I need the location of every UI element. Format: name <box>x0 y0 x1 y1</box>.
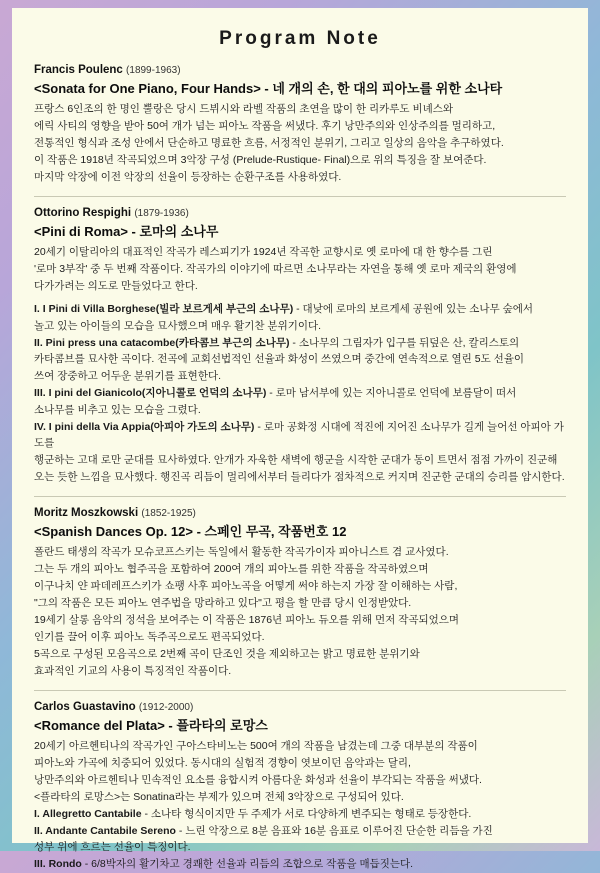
program-section-2 <box>34 507 566 680</box>
paragraph-line: 효과적인 기교의 사용이 특징적인 작품이다. <box>34 664 232 677</box>
movement-label: III. Rondo <box>34 858 82 871</box>
movement-text: 카타콤브를 묘사한 곡이다. 전곡에 교회선법적인 선율과 화성이 쓰였으며 중간에 연속적으로 열린 5도 선율이 <box>34 353 525 366</box>
movement-line <box>34 352 566 368</box>
paragraph-line: 그는 두 개의 피아노 협주곡을 포함하여 200여 개의 피아노를 위한 작품을 작곡하였으며 <box>34 563 429 576</box>
movement-text: 쓰여 장중하고 어두운 분위기를 표현한다. <box>34 370 222 383</box>
composer-name <box>34 207 566 219</box>
paragraph-line: <플라타의 로망스>는 Sonatina라는 부제가 있으며 전체 3악장으로 구성되어 있다. <box>34 790 404 803</box>
movement-line <box>34 369 566 385</box>
program-section-0 <box>34 64 566 186</box>
section-divider <box>34 196 566 197</box>
paragraph-line: 마지막 악장에 이전 악장의 선율이 등장하는 순환구조를 사용하였다. <box>34 170 342 183</box>
movement-line <box>34 403 566 419</box>
movement-line <box>34 336 566 352</box>
paragraph-line: 폴란드 태생의 작곡가 모슈코프스키는 독일에서 활동한 작곡가이자 피아니스트 겸 교사였다. <box>34 546 449 559</box>
paragraph-line: 이 작품은 1918년 작곡되었으며 3악장 구성 (Prelude-Rustique- Final)으로 위의 특징을 잘 보여준다. <box>34 153 487 166</box>
composer-name-text: Moritz Moszkowski <box>34 507 139 520</box>
paragraph-line: 인기를 끌어 이후 피아노 독주곡으로도 편곡되었다. <box>34 630 265 643</box>
composer-name-text: Carlos Guastavino <box>34 700 136 713</box>
composer-name-text: Ottorino Respighi <box>34 206 132 219</box>
program-note-page <box>12 8 588 871</box>
work-title: <Sonata for One Piano, Four Hands> - 네 개의 손, 한 대의 피아노를 위한 소나타 <box>34 81 503 96</box>
paragraph-line: 20세기 이탈리아의 대표적인 작곡가 레스피기가 1924년 작곡한 교향시로 옛 로마에 대 한 향수를 그린 <box>34 245 493 258</box>
movement-line <box>34 453 566 469</box>
movement-text: 행군하는 고대 로만 군대를 묘사하였다. 안개가 자욱한 새벽에 행군을 시작한 군대가 동이 트면서 점점 가까이 진군해 <box>34 454 558 467</box>
movement-line <box>34 857 566 873</box>
movement-line <box>34 420 566 452</box>
composer-name <box>34 507 566 519</box>
movement-line <box>34 470 566 486</box>
composer-name-text: Francis Poulenc <box>34 64 123 76</box>
movement-line <box>34 319 566 335</box>
paragraph-line: 에릭 사티의 영향을 받아 50여 개가 넘는 피아노 작품을 써냈다. 후기 낭만주의와 인상주의를 멀리하고, <box>34 119 496 132</box>
movement-label: II. Pini press una catacombe(카타콤브 부근의 소나무) <box>34 336 290 349</box>
movement-text: - 느린 악장으로 8분 음표와 16분 음표로 이루어진 단순한 리듬을 가진 <box>175 824 493 837</box>
movement-text: - 소나타 형식이지만 두 주제가 서로 다양하게 변주되는 형태로 등장한다. <box>141 807 472 820</box>
movement-label: III. I pini del Gianicolo(지아니콜로 언덕의 소나무) <box>34 387 267 400</box>
section-divider <box>34 690 566 691</box>
movement-line <box>34 807 566 823</box>
paragraph-line: 5곡으로 구성된 모음곡으로 2번째 곡이 단조인 것을 제외하고는 밝고 명료한 분위기와 <box>34 647 420 660</box>
movement-label: IV. I pini della Via Appia(아피아 가도의 소나무) <box>34 421 255 434</box>
section-divider <box>34 496 566 497</box>
movement-text: - 로마 남서부에 있는 지아니콜로 언덕에 보름달이 떠서 <box>266 387 517 400</box>
movement-text: 놀고 있는 아이들의 모습을 묘사했으며 매우 활기찬 분위기이다. <box>34 319 322 332</box>
paragraph-line: 낭만주의와 아르헨티나 민속적인 요소를 융합시켜 아름다운 화성과 선율이 부각되는 작품을 써냈다. <box>34 773 482 786</box>
paragraph-line: 프랑스 6인조의 한 명인 뿔랑은 당시 드뷔시와 라벨 작품의 초연을 많이 한 리카루도 비녜스와 <box>34 103 454 115</box>
movement-line <box>34 386 566 402</box>
movement-text: 성부 위에 흐르는 선율이 특징이다. <box>34 841 191 854</box>
movement-text: - 로마 공화정 시대에 적진에 지어진 소나무가 길게 늘어선 아피아 가도를 <box>34 421 564 450</box>
paragraph-line: 다가가려는 의도로 만들었다고 한다. <box>34 279 198 292</box>
work-title: <Spanish Dances Op. 12> - 스페인 무곡, 작품번호 12 <box>34 524 347 540</box>
movement-text: - 6/8박자의 활기차고 경쾌한 선율과 리듬의 조합으로 작품을 매듭짓는다. <box>81 858 414 871</box>
movement-text: - 소나무의 그림자가 입구를 뒤덮은 산, 칼리스토의 <box>289 336 520 349</box>
composer-years: (1899-1963) <box>126 65 181 76</box>
paragraph-line: '로마 3부작' 중 두 번째 작품이다. 작곡가의 이야기에 따르면 소나무라는 자연을 통해 옛 로마 제국의 환영에 <box>34 262 517 275</box>
composer-years: (1912-2000) <box>138 701 194 713</box>
paragraph-line: 20세기 아르헨티나의 작곡가인 구아스타비노는 500여 개의 작품을 남겼는데 그중 대부분의 작품이 <box>34 739 478 752</box>
paragraph-line: 이구나치 얀 파데레프스키가 쇼팽 사후 피아노곡을 어떻게 써야 하는지 가장 잘 이해하는 사람, <box>34 580 458 593</box>
movement-text: 오는 듯한 느낌을 묘사했다. 행진곡 리듬이 멀리에서부터 들리다가 점차적으로 커지며 진군한 군대의 승리를 암시한다. <box>34 471 565 484</box>
paragraph-line: "그의 작품은 모든 피아노 연주법을 망라하고 있다"고 평을 할 만큼 당시 인정받았다. <box>34 596 412 609</box>
composer-years: (1879-1936) <box>134 207 189 219</box>
composer-years: (1852-1925) <box>141 508 196 520</box>
program-section-3 <box>34 701 566 873</box>
page-title: Program Note <box>219 28 381 49</box>
movement-text: 소나무를 비추고 있는 모습을 그렸다. <box>34 404 201 417</box>
movement-label: II. Andante Cantabile Sereno <box>34 824 176 837</box>
paragraph-line: 피아노와 가곡에 치중되어 있었다. 동시대의 실험적 경향이 엿보이던 음악과는 달리, <box>34 756 411 769</box>
program-section-1 <box>34 207 566 486</box>
work-title: <Romance del Plata> - 플라타의 로망스 <box>34 717 268 733</box>
movement-label: I. I Pini di Villa Borghese(빌라 보르게세 부근의 소나무) <box>34 302 294 315</box>
paragraph-line: 전통적인 형식과 조성 안에서 단순하고 명료한 흐름, 서정적인 분위기, 그리고 일상의 음악을 추구하였다. <box>34 136 504 149</box>
movement-label: I. Allegretto Cantabile <box>34 807 142 820</box>
composer-name <box>34 64 566 76</box>
movement-line <box>34 840 566 856</box>
work-title: <Pini di Roma> - 로마의 소나무 <box>34 223 219 239</box>
movement-text: - 대낮에 로마의 보르게세 공원에 있는 소나무 숲에서 <box>293 302 534 315</box>
paragraph-line: 19세기 살롱 음악의 정석을 보여주는 이 작품은 1876년 피아노 듀오를 위해 먼저 작곡되었으며 <box>34 613 460 626</box>
movement-line <box>34 824 566 840</box>
movement-line <box>34 302 566 318</box>
composer-name <box>34 701 566 713</box>
